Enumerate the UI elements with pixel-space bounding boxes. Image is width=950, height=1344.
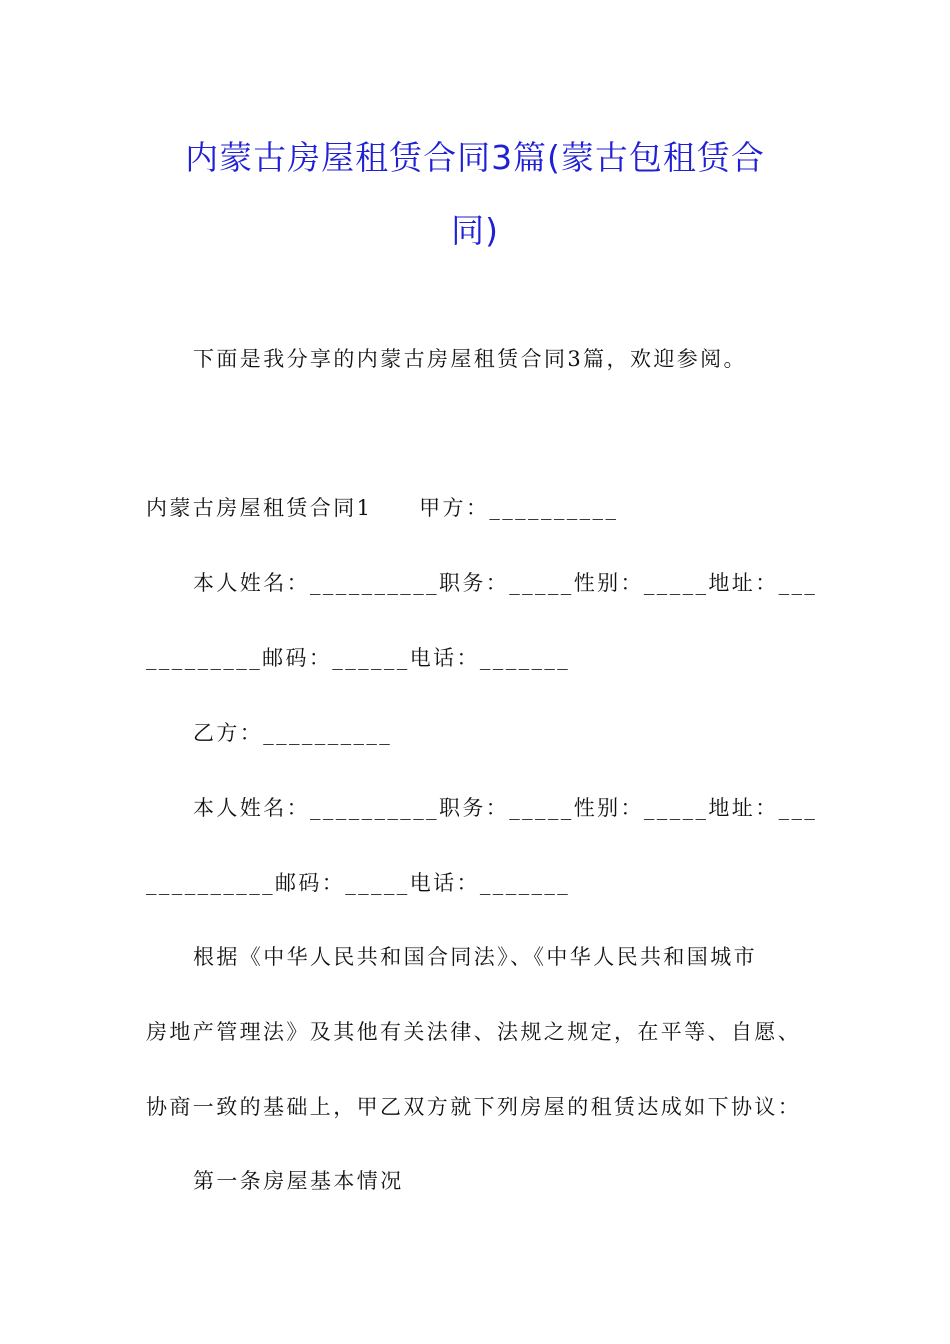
article-1-heading: 第一条房屋基本情况 — [193, 1169, 404, 1193]
intro-paragraph: 下面是我分享的内蒙古房屋租赁合同3篇，欢迎参阅。 — [193, 347, 747, 371]
party-a-info-line-1: 本人姓名：__________职务：_____性别：_____地址：___ — [193, 571, 818, 595]
legal-basis-line-1: 根据《中华人民共和国合同法》、《中华人民共和国城市 — [193, 945, 757, 969]
party-a-info-line-2: _________邮码：______电话：_______ — [146, 646, 571, 670]
party-b-info-line-1: 本人姓名：__________职务：_____性别：_____地址：___ — [193, 796, 818, 820]
legal-basis-line-3: 协商一致的基础上，甲乙双方就下列房屋的租赁达成如下协议： — [146, 1095, 802, 1119]
document-title-line-2: 同) — [451, 211, 499, 250]
party-b-label: 乙方：__________ — [193, 721, 393, 745]
party-b-info-line-2: __________邮码：_____电话：_______ — [146, 871, 571, 895]
document-title-line-1: 内蒙古房屋租赁合同3篇(蒙古包租赁合 — [185, 138, 765, 177]
legal-basis-line-2: 房地产管理法》及其他有关法律、法规之规定，在平等、自愿、 — [146, 1020, 802, 1044]
contract-heading: 内蒙古房屋租赁合同1 甲方：__________ — [146, 496, 619, 520]
